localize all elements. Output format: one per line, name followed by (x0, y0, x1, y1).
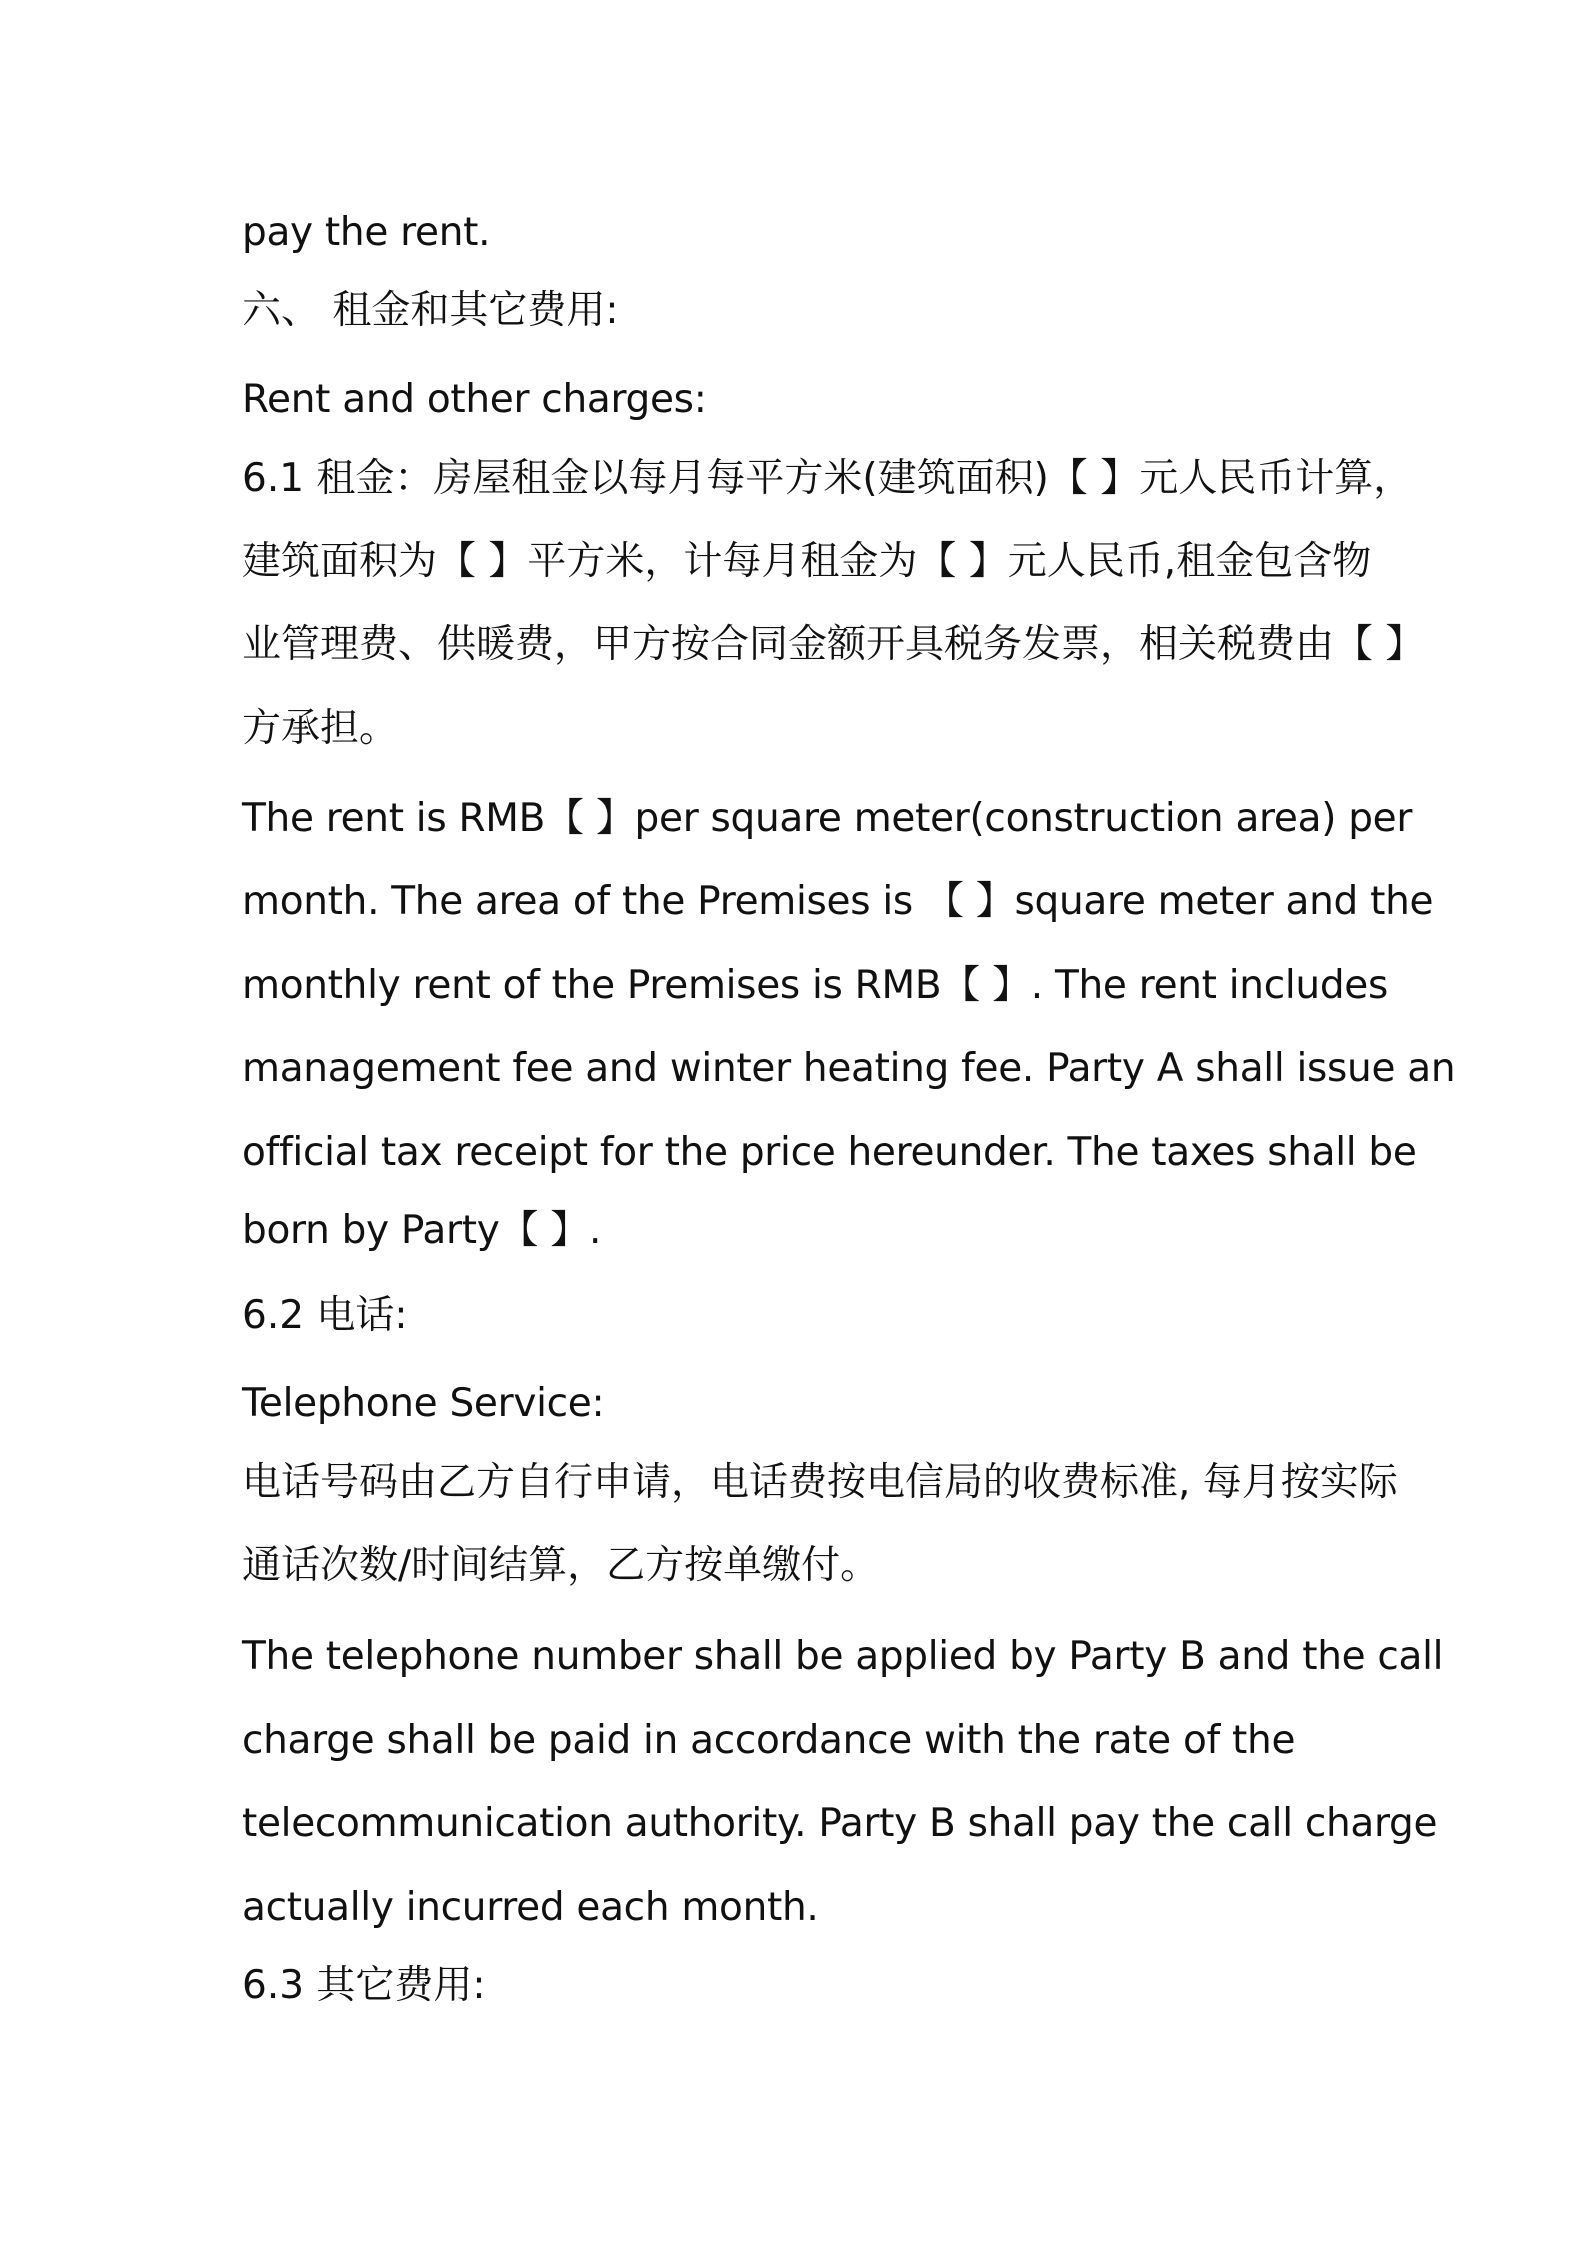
clause-heading: 6.3 其它费用: (242, 1963, 486, 2008)
text-line: pay the rent. (242, 210, 491, 255)
text-line: management fee and winter heating fee. Party A shall issue an (242, 1046, 1456, 1091)
section-heading-english: Rent and other charges: (242, 377, 707, 422)
text-line: born by Party【 】. (242, 1208, 602, 1253)
text-line: official tax receipt for the price hereunder. The taxes shall be (242, 1130, 1417, 1175)
section-heading: 六、 租金和其它费用: (242, 288, 619, 333)
text-line: charge shall be paid in accordance with the rate of the (242, 1718, 1296, 1763)
clause-heading: 6.2 电话: (242, 1293, 408, 1338)
text-line: 建筑面积为【 】平方米，计每月租金为【 】元人民币,租金包含物 (242, 539, 1372, 584)
text-line: telecommunication authority. Party B shall pay the call charge (242, 1801, 1438, 1846)
text-line: month. The area of the Premises is 【 】square meter and the (242, 879, 1434, 924)
text-line: 通话次数/时间结算，乙方按单缴付。 (242, 1543, 880, 1588)
text-line: 电话号码由乙方自行申请，电话费按电信局的收费标准, 每月按实际 (242, 1460, 1398, 1505)
text-line: monthly rent of the Premises is RMB【 】. The rent includes (242, 963, 1388, 1008)
text-line: 业管理费、供暖费，甲方按合同金额开具税务发票，相关税费由【 】 (242, 622, 1425, 667)
text-line: 方承担。 (242, 706, 399, 751)
text-line: The telephone number shall be applied by Party B and the call (242, 1634, 1444, 1679)
clause-heading-english: Telephone Service: (242, 1381, 605, 1426)
text-line: The rent is RMB【 】per square meter(construction area) per (242, 796, 1413, 841)
clause-heading: 6.1 租金：房屋租金以每月每平方米(建筑面积)【 】元人民币计算， (242, 456, 1413, 501)
text-line: actually incurred each month. (242, 1885, 819, 1930)
